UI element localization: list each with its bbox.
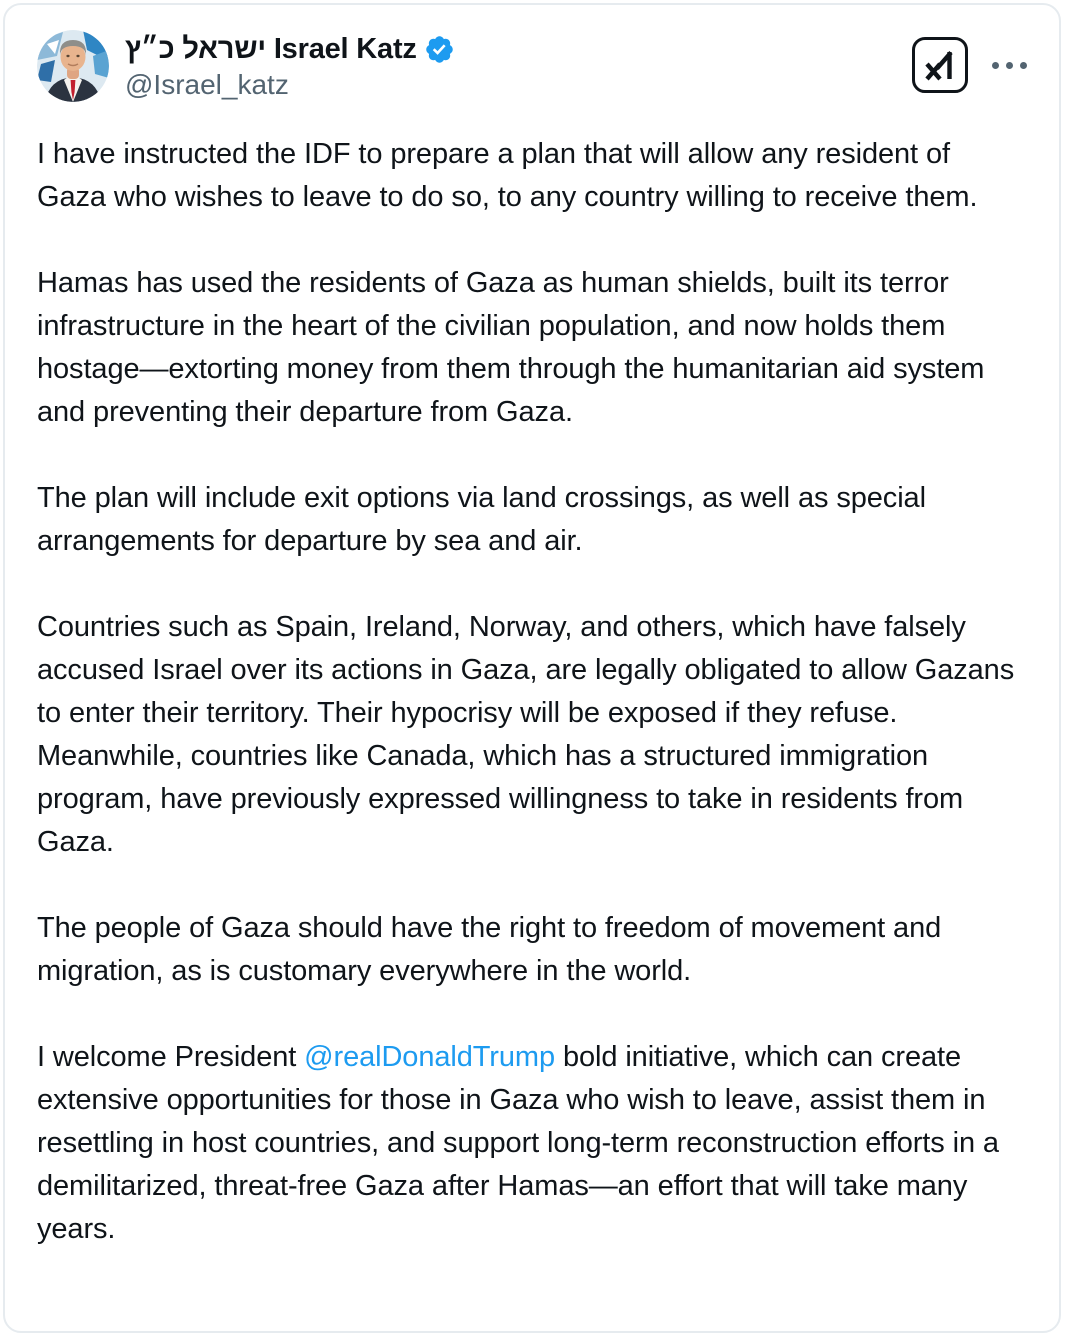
tweet-text-segment: bold initiative, which can create extensive opportunities for those in Gaza who wish to leave, assist them in resettling in host countries, and support long-term reconstruction efforts in a demilitarized, threat-free Gaza after Hamas—an effort that will take many years. [37,1041,999,1245]
xai-logo-icon [920,45,960,85]
name-block [125,30,912,101]
more-options-icon [1020,62,1027,69]
tweet-text-segment: I welcome President [37,1041,305,1073]
tweet-paragraph [37,1036,1023,1251]
tweet-paragraph: Hamas has used the residents of Gaza as human shields, built its terror infrastructure in the heart of the civilian population, and now holds them hostage—extorting money from them through the humanitarian aid system and preventing their departure from Gaza. [37,267,985,428]
user-handle[interactable]: @Israel_katz [125,69,289,100]
verified-badge-icon [424,34,455,65]
tweet-paragraph: Countries such as Spain, Ireland, Norway, and others, which have falsely accused Israel over its actions in Gaza, are legally obligated to allow Gazans to enter their territory. Their hypocrisy will be exposed if they refuse. Meanwhile, countries like Canada, which has a structured immigration program, have previously expressed willingness to take in residents from Gaza. [37,611,1015,858]
more-options-button[interactable] [990,56,1029,75]
tweet-header [37,30,1029,102]
profile-photo-icon [37,30,109,102]
tweet-paragraph: I have instructed the IDF to prepare a plan that will allow any resident of Gaza who wishes to leave to do so, to any country willing to receive them. [37,138,978,213]
tweet-paragraph: The people of Gaza should have the right to freedom of movement and migration, as is customary everywhere in the world. [37,912,942,987]
tweet-card [3,3,1061,1333]
more-options-icon [992,62,999,69]
tweet-paragraph: The plan will include exit options via land crossings, as well as special arrangements for departure by sea and air. [37,482,926,557]
xai-logo-button[interactable] [912,37,968,93]
mention-link[interactable]: @realDonaldTrump [304,1041,555,1073]
display-name[interactable]: ישראל כ״ץ Israel Katz [125,33,417,65]
header-actions [912,30,1029,93]
tweet-text [37,133,1029,1251]
avatar[interactable] [37,30,109,102]
more-options-icon [1006,62,1013,69]
